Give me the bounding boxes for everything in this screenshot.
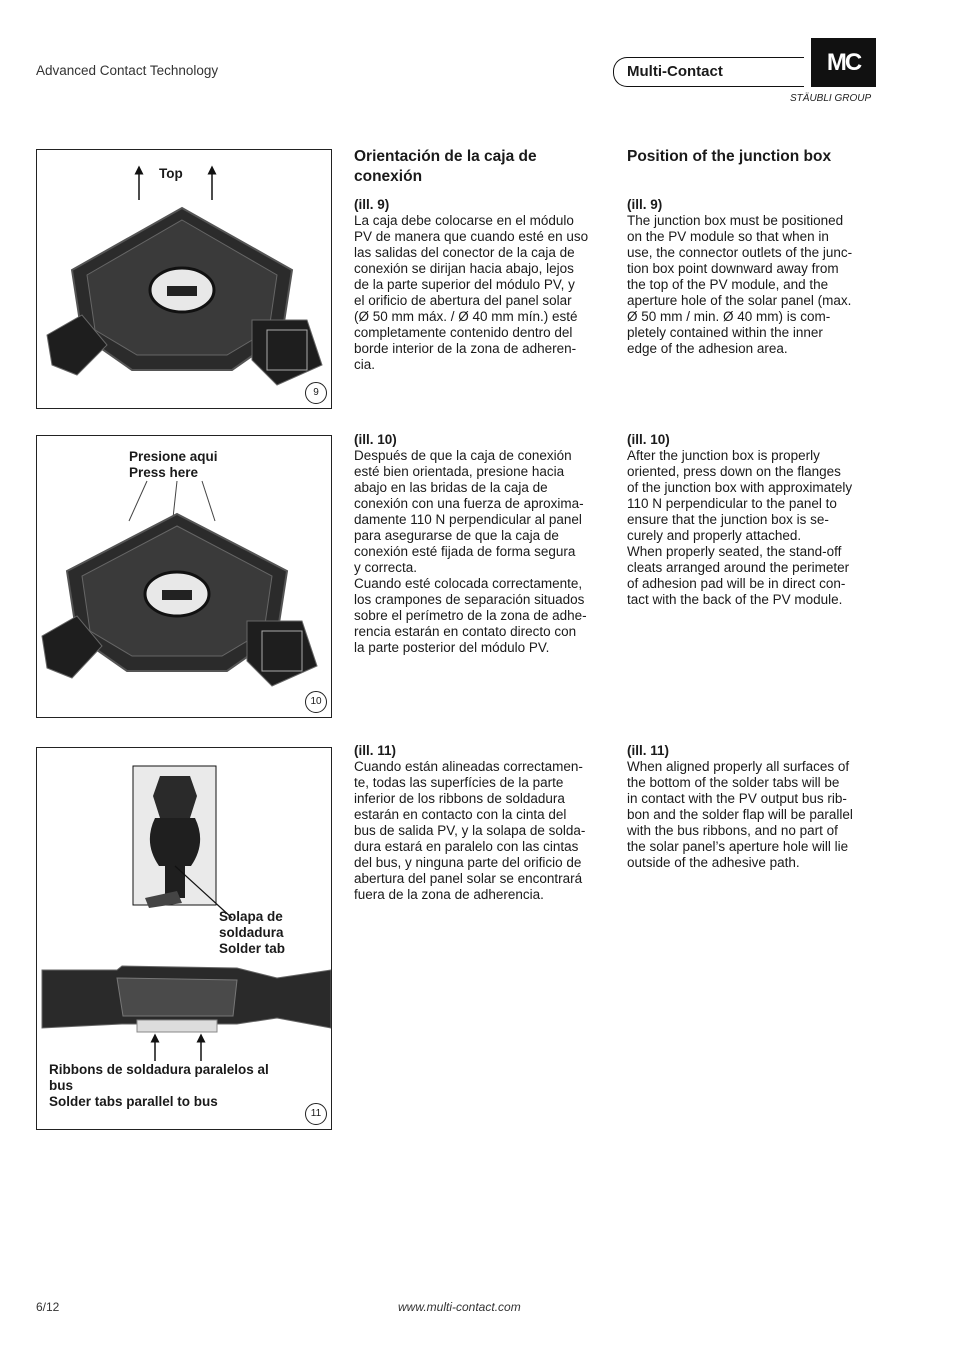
illustration-number: 9 bbox=[305, 382, 327, 404]
figure-11 bbox=[36, 747, 332, 1130]
body-text-en: When aligned properly all surfaces of the bottom of the solder tabs will be in contact with the PV output bus rib- bon and the solder flap will be parallel with the bus ribbons, and no part of the solar panel’s aperture hole will lie outside of the adhesive path. bbox=[627, 759, 853, 870]
ill-ref-en: (ill. 10) bbox=[627, 432, 670, 447]
body-text-es: La caja debe colocarse en el módulo PV de manera que cuando esté en uso las salidas del conector de la caja de conexión se dirijan hacia abajo, lejos de la parte superior del módulo PV, y el orificio de abertura del panel solar (Ø 50 mm máx. / Ø 40 mm mín.) esté completamente contenido dentro del borde interior de la zona de adheren- cia. bbox=[354, 213, 589, 372]
section-heading-en: Position of the junction box bbox=[627, 148, 832, 165]
ill-ref-en: (ill. 11) bbox=[627, 743, 670, 758]
ill-ref-es: (ill. 9) bbox=[354, 197, 390, 212]
section-9-es bbox=[354, 147, 606, 373]
body-text-es: Después de que la caja de conexión esté bien orientada, presione hacia abajo en las bridas de la caja de conexión con una fuerza de aproxima- damente 110 N perpendicular al panel para asegurarse de que la caja de conexión esté fijada de forma segura y correcta. Cuando esté colocada correctamente, los crampones de separación situados sobre el perímetro de la zona de adhe- rencia estarán en contato directo con la parte posterior del módulo PV. bbox=[354, 448, 587, 655]
website-url[interactable]: www.multi-contact.com bbox=[398, 1300, 521, 1314]
figure-9 bbox=[36, 149, 332, 409]
section-10-en bbox=[627, 432, 879, 608]
section-11-es bbox=[354, 743, 606, 903]
body-text-en: After the junction box is properly oriented, press down on the flanges of the junction box with approximately 110 N perpendicular to the panel to ensure that the junction box is se- curely and properly attached. When properly seated, the stand-off cleats arranged around the perimeter of adhesion pad will be in direct con- tact with the back of the PV module. bbox=[627, 448, 853, 607]
solder-tab-label: Solapa de soldadura Solder tab bbox=[219, 909, 286, 956]
ill-ref-es: (ill. 10) bbox=[354, 432, 397, 447]
section-heading-es: Orientación de la caja de conexión bbox=[354, 148, 537, 185]
body-text-es: Cuando están alineadas correctamen- te, todas las superfícies de la parte inferior de los ribbons de soldadura estarán en contacto con la cinta del bus de salida PV, y la solapa de solda- dura estará en paralelo con las cintas del bus, y ninguna parte del orificio de abertura del panel solar se encontrará fuera de la zona de adherencia. bbox=[354, 759, 586, 902]
illustration-number: 10 bbox=[305, 691, 327, 713]
company-logo: MC bbox=[811, 38, 876, 87]
illustration-number: 11 bbox=[305, 1103, 327, 1125]
press-here-label: Presione aqui Press here bbox=[129, 449, 218, 480]
solder-tabs-parallel-label: Ribbons de soldadura paralelos al bus Solder tabs parallel to bus bbox=[49, 1062, 269, 1109]
junction-box-top-illustration bbox=[37, 150, 331, 408]
brand-name: Multi-Contact bbox=[627, 63, 723, 80]
section-10-es bbox=[354, 432, 606, 656]
group-name: STÄUBLI GROUP bbox=[790, 93, 872, 104]
page-number: 6/12 bbox=[36, 1300, 60, 1314]
figure-10 bbox=[36, 435, 332, 718]
ill-ref-en: (ill. 9) bbox=[627, 197, 663, 212]
top-label: Top bbox=[159, 166, 183, 181]
body-text-en: The junction box must be positioned on the PV module so that when in use, the connector outlets of the junc- tion box point downward away from the top of the PV module, and the aperture hole of the solar panel (max. Ø 50 mm / min. Ø 40 mm) is com- pletely contained within the inner edge of the adhesion area. bbox=[627, 213, 853, 356]
section-9-en bbox=[627, 147, 879, 357]
ill-ref-es: (ill. 11) bbox=[354, 743, 397, 758]
header-tagline: Advanced Contact Technology bbox=[36, 63, 219, 78]
section-11-en bbox=[627, 743, 879, 871]
